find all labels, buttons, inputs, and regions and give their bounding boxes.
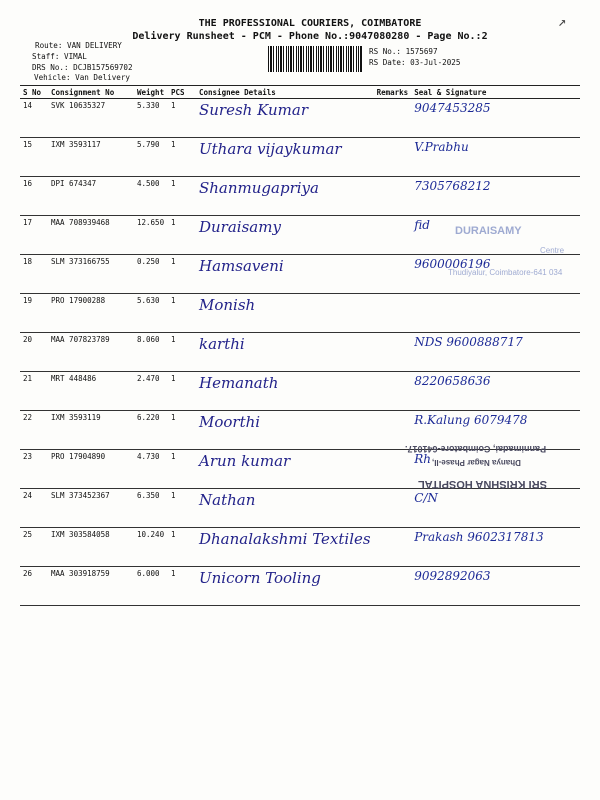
signature-text: 9047453285 [414,101,491,115]
weight-text: 12.650 [137,218,165,227]
hospital-stamp-addr2: Pannimadai, Coimbatore-641017. [405,444,547,454]
col-consignment: Consignment No [48,86,134,99]
runsheet-table [20,85,580,606]
pcs-cell [168,528,196,567]
table-row [20,333,580,372]
consignment-cell [48,372,134,411]
weight-text: 0.250 [137,257,160,266]
sno-text: 23 [23,452,33,461]
weight-cell [134,216,168,255]
duraisamy-stamp-addr1: Centre [540,246,565,255]
remarks-cell [374,99,412,138]
signature-text: R.Kalung 6079478 [414,413,528,427]
remarks-cell [374,372,412,411]
col-sno: S No [20,86,48,99]
sno-text: 19 [23,296,33,305]
pcs-cell [168,177,196,216]
consignee-text: Moorthi [199,413,261,431]
signature-cell [411,489,580,528]
sno-cell [20,138,48,177]
sno-text: 20 [23,335,33,344]
signature-text: V.Prabhu [414,140,469,154]
weight-text: 5.790 [137,140,160,149]
consignment-cell [48,333,134,372]
pcs-text: 1 [171,179,176,188]
staff-label: Staff: VIMAL [32,52,87,61]
consignment-text: MAA 708939468 [51,218,110,227]
signature-text: Prakash 9602317813 [414,530,544,544]
consignment-text: SLM 373452367 [51,491,110,500]
sno-text: 21 [23,374,33,383]
consignment-text: IXM 3593117 [51,140,101,149]
weight-cell [134,99,168,138]
sno-cell [20,216,48,255]
sno-text: 18 [23,257,33,266]
sno-text: 22 [23,413,33,422]
sno-cell [20,450,48,489]
consignee-cell [196,333,374,372]
signature-text: 9600006196 [414,257,491,271]
runsheet-subtitle: Delivery Runsheet - PCM - Phone No.:9047080280 - Page No.:2 [132,31,488,42]
remarks-cell [374,333,412,372]
consignment-text: PRO 17900288 [51,296,106,305]
consignment-cell [48,255,134,294]
pcs-text: 1 [171,413,176,422]
pcs-cell [168,372,196,411]
consignee-text: Arun kumar [199,452,291,470]
consignment-cell [48,567,134,606]
remarks-cell [374,294,412,333]
sno-cell [20,411,48,450]
sno-cell [20,177,48,216]
consignment-cell [48,294,134,333]
consignee-cell [196,216,374,255]
pcs-cell [168,255,196,294]
sno-cell [20,99,48,138]
consignee-text: Dhanalakshmi Textiles [199,530,371,548]
pcs-text: 1 [171,569,176,578]
weight-cell [134,294,168,333]
table-row [20,528,580,567]
sno-cell [20,255,48,294]
signature-text: NDS 9600888717 [414,335,523,349]
drs-label: DRS No.: DCJB157569702 [32,63,133,72]
consignee-text: Suresh Kumar [199,101,308,119]
consignee-cell [196,294,374,333]
consignment-text: PRO 17904890 [51,452,106,461]
consignee-cell [196,99,374,138]
rs-date: RS Date: 03-Jul-2025 [369,58,461,67]
signature-text: 8220658636 [414,374,491,388]
weight-cell [134,372,168,411]
signature-cell [411,528,580,567]
consignee-cell [196,255,374,294]
consignment-cell [48,411,134,450]
consignee-cell [196,138,374,177]
weight-cell [134,528,168,567]
pcs-text: 1 [171,530,176,539]
weight-cell [134,411,168,450]
consignee-cell [196,411,374,450]
signature-cell [411,294,580,333]
weight-cell [134,255,168,294]
signature-text: Rh [414,452,431,466]
weight-text: 4.500 [137,179,160,188]
table-row [20,177,580,216]
weight-cell [134,450,168,489]
weight-text: 6.350 [137,491,160,500]
pcs-cell [168,450,196,489]
sno-cell [20,567,48,606]
sno-text: 26 [23,569,33,578]
signature-text: C/N [414,491,438,505]
corner-mark: ↗ [558,14,567,30]
col-remarks: Remarks [374,86,412,99]
signature-cell [411,372,580,411]
table-row [20,294,580,333]
pcs-text: 1 [171,452,176,461]
pcs-cell [168,489,196,528]
consignee-text: Shanmugapriya [199,179,319,197]
consignment-text: SVK 10635327 [51,101,106,110]
sno-text: 17 [23,218,33,227]
weight-text: 10.240 [137,530,165,539]
pcs-text: 1 [171,491,176,500]
table-row [20,567,580,606]
consignee-text: Unicorn Tooling [199,569,321,587]
table-header-row [20,86,580,99]
pcs-cell [168,294,196,333]
consignee-text: Hemanath [199,374,279,392]
consignee-cell [196,567,374,606]
consignment-cell [48,450,134,489]
consignee-cell [196,450,374,489]
consignment-cell [48,138,134,177]
consignment-text: IXM 3593119 [51,413,101,422]
consignment-text: IXM 303584058 [51,530,110,539]
consignment-text: DPI 674347 [51,179,97,188]
consignment-cell [48,177,134,216]
sno-text: 16 [23,179,33,188]
signature-text: 7305768212 [414,179,491,193]
consignee-cell [196,372,374,411]
consignee-text: Uthara vijaykumar [199,140,342,158]
weight-text: 5.630 [137,296,160,305]
vehicle-label: Vehicle: Van Delivery [34,73,131,82]
hospital-stamp-addr1: Dhanya Nagar Phase-II, [432,458,521,467]
pcs-text: 1 [171,296,176,305]
consignee-text: Nathan [199,491,256,509]
remarks-cell [374,450,412,489]
pcs-text: 1 [171,218,176,227]
remarks-cell [374,138,412,177]
sno-cell [20,294,48,333]
duraisamy-stamp-addr2: Thudiyalur, Coimbatore-641 034 [448,268,563,277]
signature-cell [411,177,580,216]
sno-cell [20,528,48,567]
consignment-cell [48,528,134,567]
consignee-cell [196,528,374,567]
consignment-cell [48,216,134,255]
signature-cell [411,567,580,606]
pcs-cell [168,216,196,255]
sno-cell [20,372,48,411]
signature-cell [411,99,580,138]
sno-text: 15 [23,140,33,149]
pcs-cell [168,138,196,177]
barcode-graphic [268,46,363,72]
signature-cell [411,333,580,372]
remarks-cell [374,216,412,255]
consignee-text: karthi [199,335,245,353]
sno-text: 14 [23,101,33,110]
remarks-cell [374,528,412,567]
weight-cell [134,333,168,372]
sno-cell [20,333,48,372]
hospital-stamp-name: SRI KRISHNA HOSPITAL [418,478,547,490]
pcs-cell [168,411,196,450]
consignment-cell [48,99,134,138]
sno-text: 24 [23,491,33,500]
weight-cell [134,567,168,606]
pcs-text: 1 [171,335,176,344]
signature-cell [411,138,580,177]
col-consignee: Consignee Details [196,86,374,99]
weight-text: 6.220 [137,413,160,422]
consignment-text: MAA 303918759 [51,569,110,578]
table-row [20,138,580,177]
remarks-cell [374,489,412,528]
weight-cell [134,177,168,216]
pcs-text: 1 [171,257,176,266]
signature-text: 9092892063 [414,569,491,583]
pcs-text: 1 [171,374,176,383]
sno-text: 25 [23,530,33,539]
weight-cell [134,138,168,177]
consignee-text: Hamsaveni [199,257,284,275]
pcs-text: 1 [171,101,176,110]
pcs-cell [168,567,196,606]
consignment-text: SLM 373166755 [51,257,110,266]
weight-text: 8.060 [137,335,160,344]
duraisamy-stamp-name: DURAISAMY [455,225,522,237]
remarks-cell [374,177,412,216]
consignment-cell [48,489,134,528]
sno-cell [20,489,48,528]
consignee-cell [196,177,374,216]
weight-text: 2.470 [137,374,160,383]
company-title: THE PROFESSIONAL COURIERS, COIMBATORE [198,18,422,29]
route-label: Route: VAN DELIVERY [35,41,122,50]
remarks-cell [374,567,412,606]
table-row [20,489,580,528]
pcs-cell [168,333,196,372]
col-signature: Seal & Signature [411,86,580,99]
weight-text: 5.330 [137,101,160,110]
weight-text: 6.000 [137,569,160,578]
weight-text: 4.730 [137,452,160,461]
consignment-text: MRT 448486 [51,374,97,383]
pcs-text: 1 [171,140,176,149]
rs-number: RS No.: 1575697 [369,47,438,56]
weight-cell [134,489,168,528]
col-pcs: PCS [168,86,196,99]
consignee-text: Duraisamy [199,218,281,236]
table-row [20,372,580,411]
col-weight: Weight [134,86,168,99]
consignee-cell [196,489,374,528]
table-row [20,99,580,138]
remarks-cell [374,255,412,294]
consignee-text: Monish [199,296,256,314]
signature-text: fid [414,218,430,232]
pcs-cell [168,99,196,138]
consignment-text: MAA 707823789 [51,335,110,344]
